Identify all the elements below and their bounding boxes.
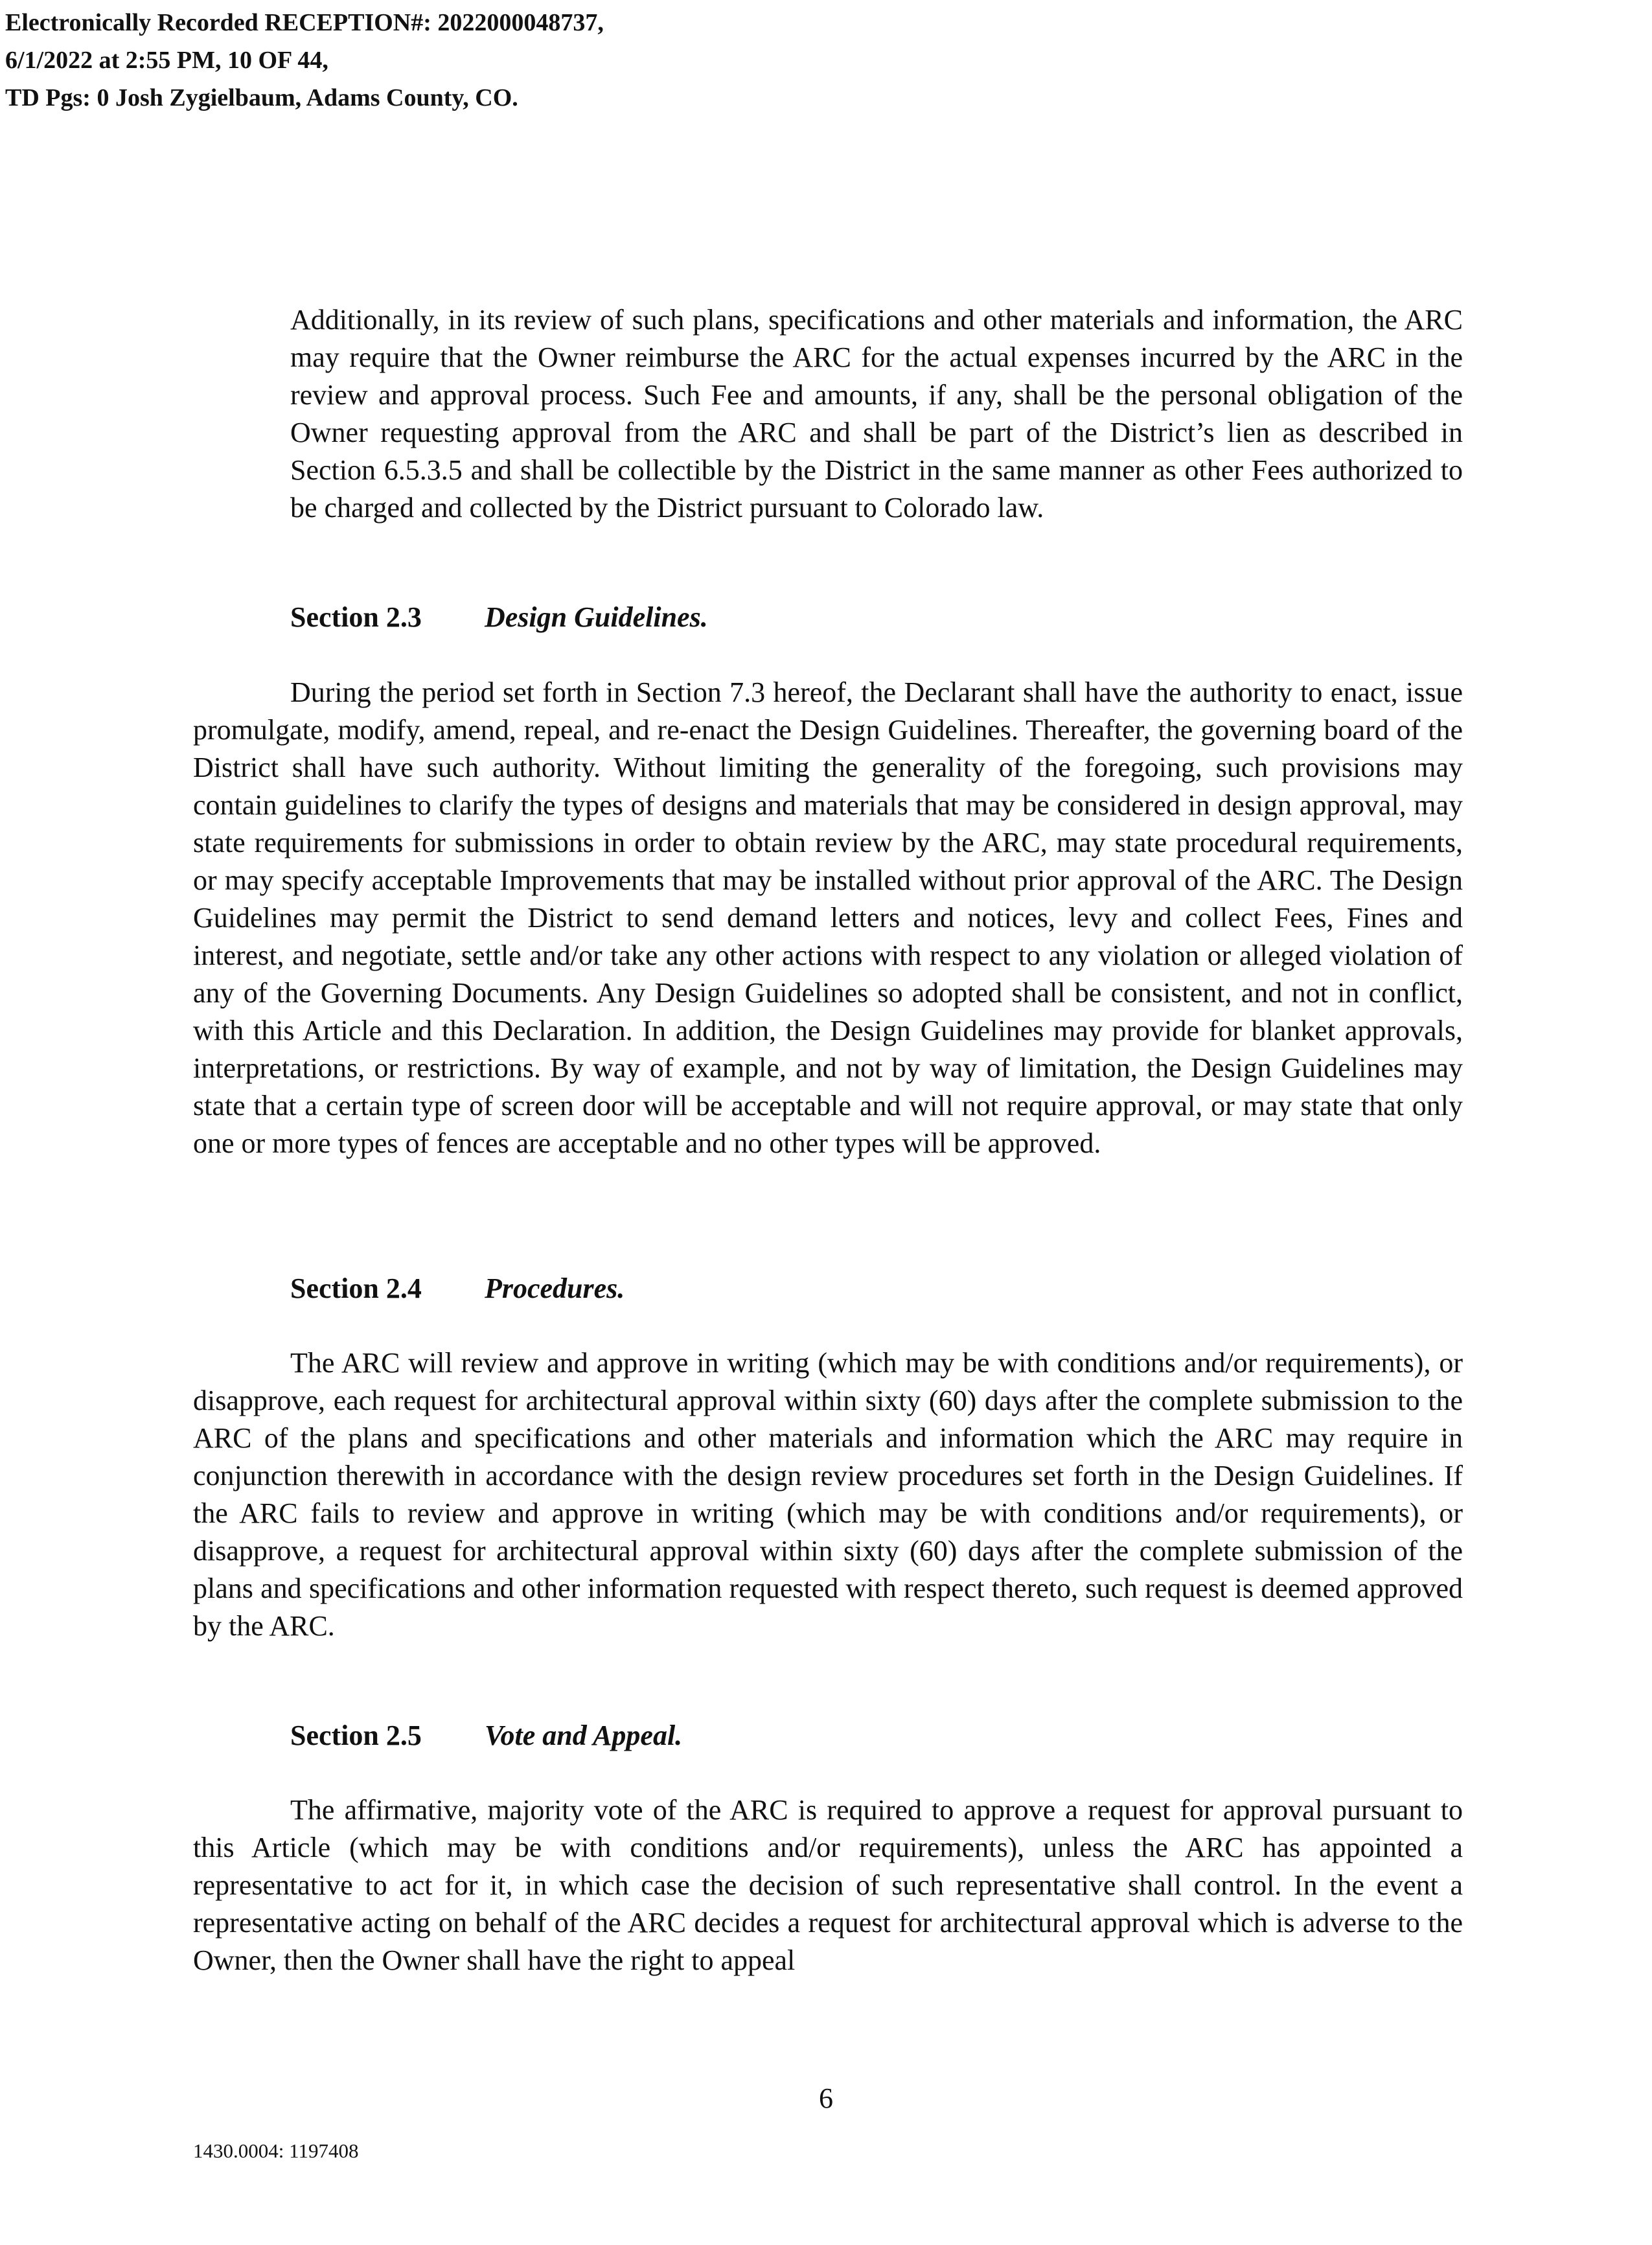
section-number: Section 2.5 — [290, 1720, 422, 1751]
paragraph-arc-reimbursement — [193, 301, 1463, 527]
paragraph-text: Additionally, in its review of such plans, specifications and other materials and information, the ARC may require that the Owner reimburse the ARC for the actual expenses incurred by the ARC in the review and approval process. Such Fee and amounts, if any, shall be the personal obligation of the Owner requesting approval from the ARC and shall be part of the District’s lien as described in Section 6.5.3.5 and shall be collectible by the District in the same manner as other Fees authorized to be charged and collected by the District pursuant to Colorado law. — [290, 304, 1463, 524]
page-number: 6 — [819, 2082, 833, 2114]
section-2-3-heading — [290, 599, 708, 636]
recording-stamp — [5, 4, 604, 117]
section-2-5-heading — [290, 1717, 682, 1755]
paragraph-vote-and-appeal — [193, 1791, 1463, 1979]
document-id: 1430.0004: 1197408 — [193, 2139, 359, 2162]
recording-stamp-line-2: 6/1/2022 at 2:55 PM, 10 OF 44, — [5, 47, 328, 74]
paragraph-text: The affirmative, majority vote of the ARC is required to approve a request for approval pursuant to this Article (which may be with conditions and/or requirements), unless the ARC has appointed a representative to act for it, in which case the decision of such representative shall control. In the event a representative acting on behalf of the ARC decides a request for architectural approval which is adverse to the Owner, then the Owner shall have the right to appeal — [193, 1794, 1463, 1976]
paragraph-design-guidelines — [193, 674, 1463, 1162]
section-title: Procedures. — [485, 1272, 625, 1304]
section-title: Vote and Appeal. — [485, 1720, 683, 1751]
recording-stamp-line-3: TD Pgs: 0 Josh Zygielbaum, Adams County, CO. — [5, 84, 518, 111]
section-number: Section 2.3 — [290, 601, 422, 633]
paragraph-procedures — [193, 1344, 1463, 1645]
section-title: Design Guidelines. — [485, 601, 708, 633]
section-2-4-heading — [290, 1270, 625, 1307]
paragraph-text: During the period set forth in Section 7.3 hereof, the Declarant shall have the authority to enact, issue promulgate, modify, amend, repeal, and re-enact the Design Guidelines. Thereafter, the governing board of the District shall have such authority. Without limiting the generality of the foregoing, such provisions may contain guidelines to clarify the types of designs and materials that may be considered in design approval, may state requirements for submissions in order to obtain review by the ARC, may state procedural requirements, or may specify acceptable Improvements that may be installed without prior approval of the ARC. The Design Guidelines may permit the District to send demand letters and notices, levy and collect Fees, Fines and interest, and negotiate, settle and/or take any other actions with respect to any violation or alleged violation of any of the Governing Documents. Any Design Guidelines so adopted shall be consistent, and not in conflict, with this Article and this Declaration. In addition, the Design Guidelines may provide for blanket approvals, interpretations, or restrictions. By way of example, and not by way of limitation, the Design Guidelines may state that a certain type of screen door will be acceptable and will not require approval, or may state that only one or more types of fences are acceptable and no other types will be approved. — [193, 676, 1463, 1159]
section-number: Section 2.4 — [290, 1272, 422, 1304]
recording-stamp-line-1: Electronically Recorded RECEPTION#: 2022000048737, — [5, 9, 604, 36]
paragraph-text: The ARC will review and approve in writing (which may be with conditions and/or requirements), or disapprove, each request for architectural approval within sixty (60) days after the complete submission to the ARC of the plans and specifications and other materials and information which the ARC may require in conjunction therewith in accordance with the design review procedures set forth in the Design Guidelines. If the ARC fails to review and approve in writing (which may be with conditions and/or requirements), or disapprove, a request for architectural approval within sixty (60) days after the complete submission of the plans and specifications and other information requested with respect thereto, such request is deemed approved by the ARC. — [193, 1347, 1463, 1642]
